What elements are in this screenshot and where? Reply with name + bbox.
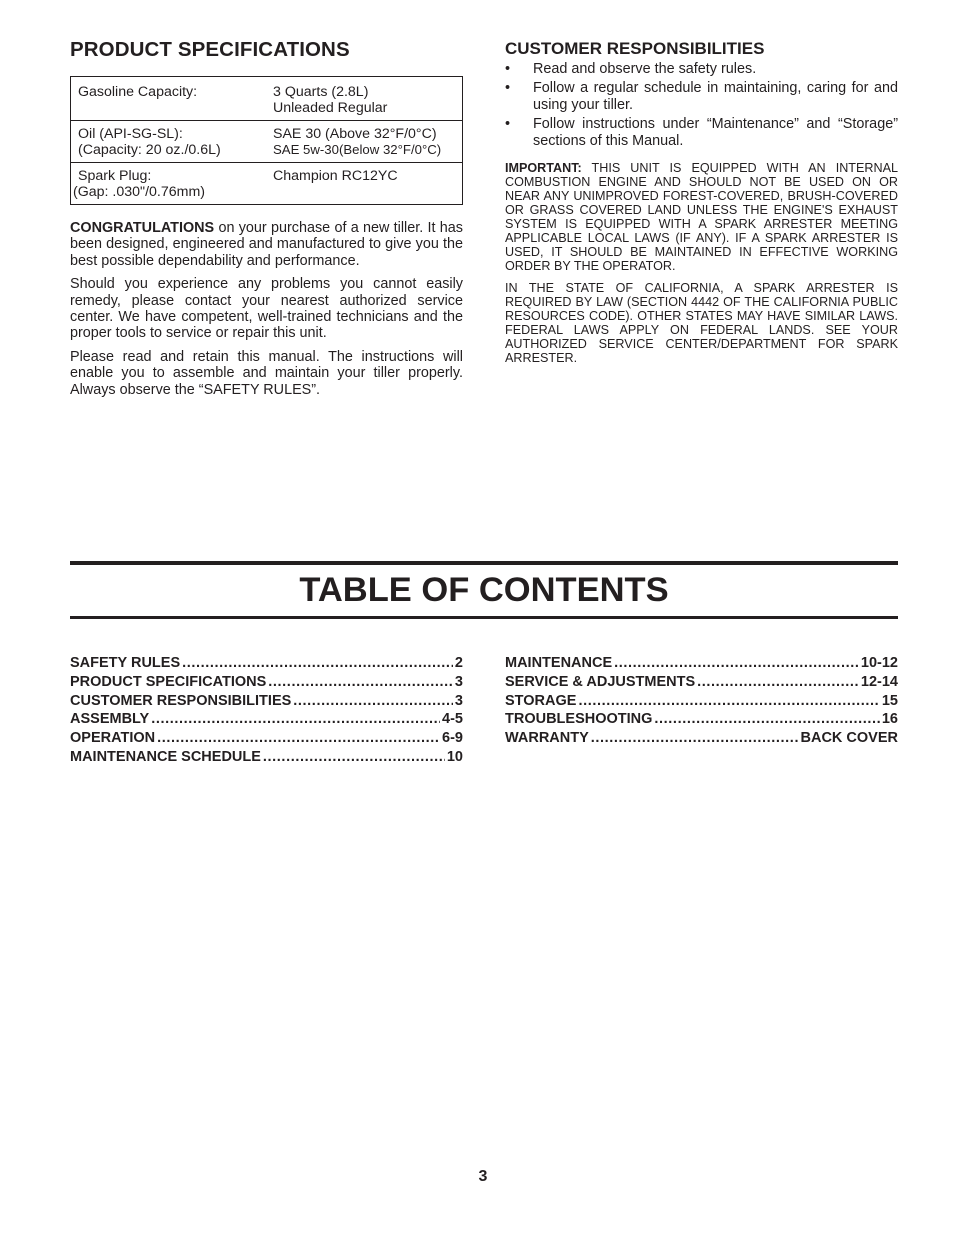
toc-right-column (505, 654, 898, 748)
bullet-icon: • (505, 116, 511, 132)
leader-dots (654, 710, 879, 729)
toc-entry-operation[interactable]: OPERATION ..... 6-9 (70, 729, 463, 748)
bullet-icon: • (505, 79, 511, 96)
toc-entry-safety-rules[interactable]: SAFETY RULES ..... 2 (70, 654, 463, 673)
page-number: 3 (478, 1168, 488, 1185)
california-notice: IN THE STATE OF CALIFORNIA, A SPARK ARRESTER IS REQUIRED BY LAW (SECTION 4442 OF THE CALIFORNIA PUBLIC RESOURCES CODE). OTHER STATES MAY HAVE SIMILAR LAWS. FEDERAL LAWS APPLY ON FEDERAL LANDS. SEE YOUR AUTHORIZED SERVICE CENTER/DEPARTMENT FOR SPARK ARRESTER. (505, 280, 898, 366)
service-paragraph: Should you experience any problems you cannot easily remedy, please contact your nearest authorized service center. We have competent, well-trained technicians and the proper tools to service or repair this unit. (70, 276, 463, 342)
toc-entry-warranty[interactable]: WARRANTY ..... BACK COVER (505, 729, 898, 748)
toc-left-column (70, 654, 463, 767)
customer-responsibilities-heading: CUSTOMER RESPONSIBILITIES (505, 39, 765, 58)
toc-entry-maintenance[interactable]: MAINTENANCE ..... 10-12 (505, 654, 898, 673)
spec-row-spark-plug (71, 163, 463, 205)
toc-top-rule (70, 561, 898, 565)
product-specifications-section (70, 38, 463, 398)
responsibilities-list (505, 61, 898, 151)
leader-dots (151, 710, 440, 729)
toc-entry-assembly[interactable]: ASSEMBLY ..... 4-5 (70, 710, 463, 729)
toc-entry-maintenance-schedule[interactable]: MAINTENANCE SCHEDULE ..... 10 (70, 748, 463, 767)
list-item: • Read and observe the safety rules. (505, 61, 757, 77)
spec-row-oil (71, 121, 463, 163)
spec-label: Spark Plug: (Gap: .030"/0.76mm) (71, 163, 268, 205)
leader-dots (578, 692, 879, 711)
spec-value: SAE 30 (Above 32°F/0°C) SAE 5w-30(Below 32°F/0°C) (267, 121, 463, 163)
toc-heading: TABLE OF CONTENTS (299, 571, 669, 609)
toc-entry-product-specifications[interactable]: PRODUCT SPECIFICATIONS ..... 3 (70, 673, 463, 692)
leader-dots (293, 692, 453, 711)
list-item: • Follow instructions under “Maintenance” and “Storage” sections of this Manual. (505, 116, 898, 150)
leader-dots (157, 729, 440, 748)
leader-dots (697, 673, 859, 692)
spec-label: Gasoline Capacity: (78, 84, 198, 100)
customer-responsibilities-section (505, 38, 898, 365)
toc-entry-customer-responsibilities[interactable]: CUSTOMER RESPONSIBILITIES ..... 3 (70, 692, 463, 711)
toc-entry-troubleshooting[interactable]: TROUBLESHOOTING ..... 16 (505, 710, 898, 729)
leader-dots (268, 673, 453, 692)
important-notice: IMPORTANT: THIS UNIT IS EQUIPPED WITH AN INTERNAL COMBUSTION ENGINE AND SHOULD NOT BE USED ON OR NEAR ANY UNIMPROVED FOREST-COVERED, BRUSH-COVERED OR GRASS COVERED LAND UNLESS THE ENGINE'S EXHAUST SYSTEM IS EQUIPPED WITH A SPARK ARRESTER MEETING APPLICABLE LOCAL LAWS (IF ANY). IF A SPARK ARRESTER IS USED, IT SHOULD BE MAINTAINED IN EFFECTIVE WORKING ORDER BY THE OPERATOR. (505, 160, 898, 274)
leader-dots (614, 654, 859, 673)
toc-entry-service-adjustments[interactable]: SERVICE & ADJUSTMENTS ..... 12-14 (505, 673, 898, 692)
spec-value: Champion RC12YC (267, 163, 463, 205)
leader-dots (263, 748, 445, 767)
retain-manual-paragraph: Please read and retain this manual. The instructions will enable you to assemble and maintain your tiller properly. Always observe the “SAFETY RULES”. (70, 348, 463, 398)
list-item: • Follow a regular schedule in maintaining, caring for and using your tiller. (505, 79, 898, 114)
leader-dots (182, 654, 453, 673)
product-specifications-heading: PRODUCT SPECIFICATIONS (70, 38, 350, 61)
spec-row-gasoline (71, 77, 463, 121)
bullet-icon: • (505, 61, 511, 77)
congratulations-paragraph: CONGRATULATIONS on your purchase of a new tiller. It has been designed, engineered and manufactured to give you the best possible dependability and performance. (70, 220, 463, 269)
spec-value: 3 Quarts (2.8L) Unleaded Regular (273, 84, 388, 116)
toc-bottom-rule (70, 616, 898, 619)
toc-entry-storage[interactable]: STORAGE ..... 15 (505, 692, 898, 711)
spec-label: Oil (API-SG-SL): (Capacity: 20 oz./0.6L) (71, 121, 268, 163)
leader-dots (591, 729, 799, 748)
specifications-table (70, 76, 463, 205)
